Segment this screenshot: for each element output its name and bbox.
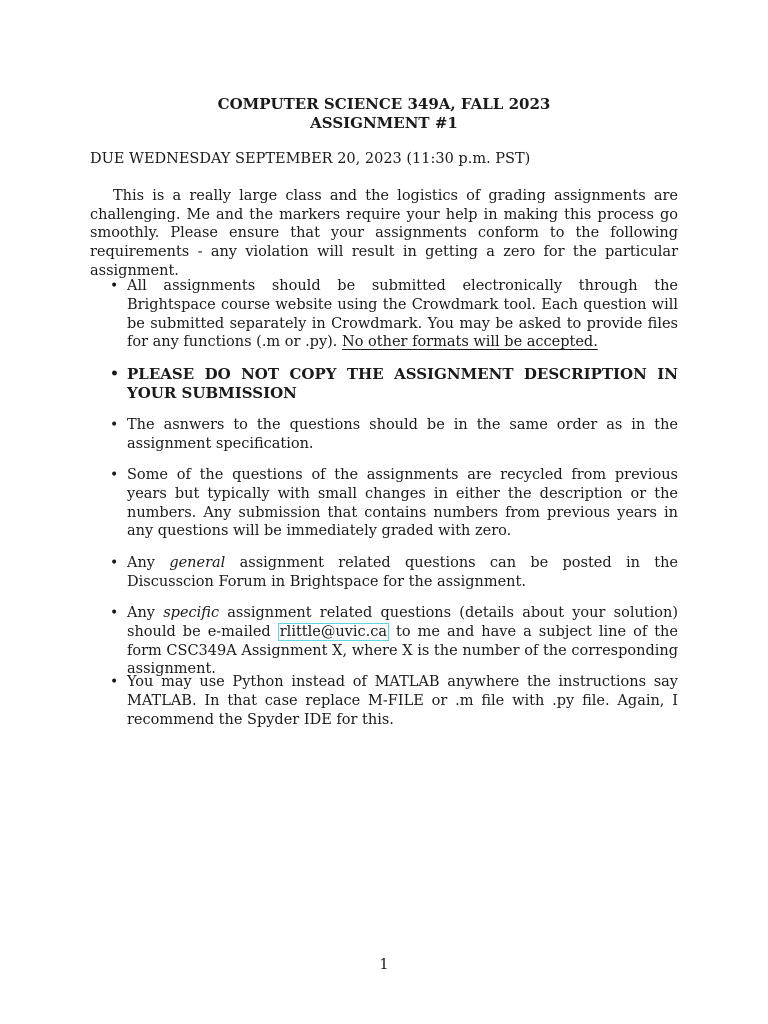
list-item [110, 365, 678, 403]
title-line-2: ASSIGNMENT #1 [310, 114, 458, 132]
item-text-post: assignment related questions can be posted in the Discusscion Forum in Brightspace for the assignment. [127, 555, 678, 590]
item-emphasis: general [169, 555, 226, 571]
item-text: Some of the questions of the assignments are recycled from previous years but typically with small changes in either the description or the numbers. Any submission that contains numbers from previous years in any questions will be immediately graded with zero. [127, 467, 678, 540]
bullet-icon: • [110, 605, 119, 621]
item-text: You may use Python instead of MATLAB anywhere the instructions say MATLAB. In that case replace M-FILE or .m file with .py file. Again, I recommend the Spyder IDE for this. [127, 674, 678, 728]
list-item [110, 416, 678, 454]
list-item [110, 277, 678, 352]
bullet-icon: • [110, 278, 119, 294]
intro-paragraph: This is a really large class and the logistics of grading assignments are challenging. Me and the markers require your help in making this process go smoothly. Please ensure that your assignments conform to the following requirements - any violation will result in getting a zero for the particular assignment. [90, 188, 678, 279]
page-number: 1 [379, 957, 389, 973]
item-text: PLEASE DO NOT COPY THE ASSIGNMENT DESCRIPTION IN YOUR SUBMISSION [127, 365, 678, 402]
due-date: DUE WEDNESDAY SEPTEMBER 20, 2023 (11:30 p.m. PST) [90, 151, 531, 167]
item-text-post: to me and have a subject line of the form CSC349A Assignment X, where X is the number of the corresponding assignment. [127, 623, 678, 678]
item-text: The asnwers to the questions should be in the same order as in the assignment specification. [127, 417, 678, 452]
list-item [110, 604, 678, 679]
list-item [110, 466, 678, 541]
item-emphasis: specific [163, 605, 220, 621]
item-text-pre: Any [127, 555, 170, 571]
title-line-1: COMPUTER SCIENCE 349A, FALL 2023 [217, 95, 551, 113]
bullet-icon: • [110, 417, 119, 433]
item-underlined-text: No other formats will be accepted. [342, 334, 598, 351]
item-text-mid: assignment related questions (details about your solution) should be e-mailed [127, 605, 678, 640]
bullet-icon: • [110, 555, 119, 571]
list-item [110, 673, 678, 729]
list-item [110, 554, 678, 592]
email-link[interactable]: rlittle@uvic.ca [279, 623, 387, 640]
item-text-pre: Any [127, 605, 164, 621]
bullet-icon: • [110, 366, 119, 382]
page-title [0, 95, 768, 133]
item-text: All assignments should be submitted electronically through the Brightspace course website using the Crowdmark tool. Each question will be submitted separately in Crowdmark. You may be asked to provide files for any functions (.m or .py). [127, 278, 678, 351]
bullet-icon: • [110, 674, 119, 690]
bullet-icon: • [110, 467, 119, 483]
